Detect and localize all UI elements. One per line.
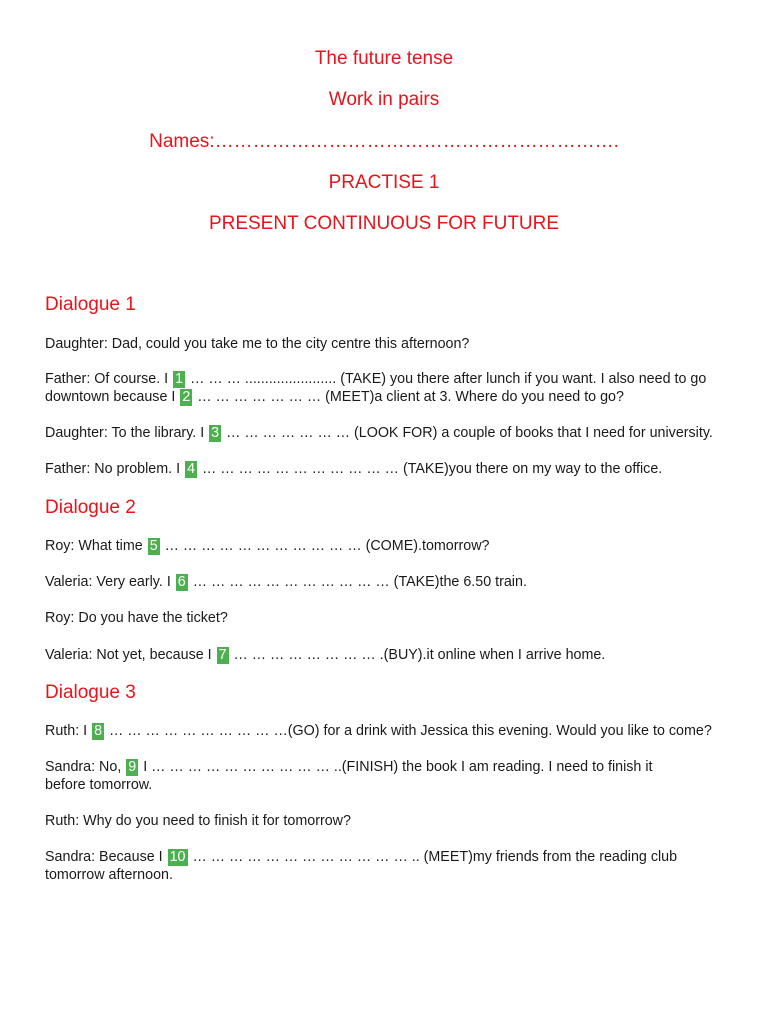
topic-heading: PRESENT CONTINUOUS FOR FUTURE [208,213,560,234]
dialogue-line [45,424,735,442]
blank-number-marker: 4 [187,461,196,477]
worksheet-subtitle: Work in pairs [328,89,440,110]
line-text: Father: No problem. I [45,461,185,477]
names-line: Names:………………………………………………………. [149,131,619,152]
blank-number-marker: 9 [128,759,137,775]
dialogue-line [45,460,735,478]
dialogue-line [45,646,735,664]
line-text: … … … … … … … … … … … (TAKE)the 6.50 train. [188,574,527,590]
line-text: … … … … … … … (LOOK FOR) a couple of books that I need for university. [222,425,713,441]
line-text: … … … ....................... (TAKE) you there after lunch if you want. I also need to go [186,371,707,387]
blank-number-marker: 7 [218,647,227,663]
dialogue-line: Ruth: Why do you need to finish it for tomorrow? [45,813,351,829]
dialogue-line-continuation [45,388,735,406]
line-text: I … … … … … … … … … … ..(FINISH) the book I am reading. I need to finish it [139,759,653,775]
dialogue-line-continuation: tomorrow afternoon. [45,867,173,883]
blank-number-marker: 3 [211,425,220,441]
blank-number-marker: 10 [169,849,186,865]
dialogue-3-heading: Dialogue 3 [45,682,136,703]
dialogue-line [45,537,735,555]
line-text: Sandra: Because I [45,849,167,865]
line-text: Roy: What time [45,538,147,554]
line-text: … … … … … … … … .(BUY).it online when I arrive home. [229,647,606,663]
line-text: … … … … … … … (MEET)a client at 3. Where do you need to go? [193,389,624,405]
blank-number-marker: 8 [94,723,103,739]
line-text: Valeria: Very early. I [45,574,175,590]
practise-heading: PRACTISE 1 [328,172,440,193]
dialogue-line [45,848,735,866]
blank-number-marker: 6 [177,574,186,590]
dialogue-line [45,758,735,776]
dialogue-line [45,722,735,740]
line-text: Father: Of course. I [45,371,173,387]
blank-number-marker: 1 [175,371,184,387]
blank-number-marker: 2 [182,389,191,405]
dialogue-line [45,370,735,388]
line-text: Ruth: I [45,723,92,739]
dialogue-2-heading: Dialogue 2 [45,497,136,518]
dialogue-line: Roy: Do you have the ticket? [45,610,228,626]
blank-number-marker: 5 [149,538,158,554]
line-text: Valeria: Not yet, because I [45,647,216,663]
line-text: Daughter: To the library. I [45,425,209,441]
line-text: … … … … … … … … … … … … .. (MEET)my friends from the reading club [188,849,678,865]
line-text: … … … … … … … … … … … (TAKE)you there on my way to the office. [198,461,663,477]
dialogue-line [45,573,735,591]
dialogue-1-heading: Dialogue 1 [45,294,136,315]
worksheet-title: The future tense [314,48,454,69]
line-text: … … … … … … … … … …(GO) for a drink with Jessica this evening. Would you like to come? [105,723,712,739]
dialogue-line: Daughter: Dad, could you take me to the city centre this afternoon? [45,336,470,352]
line-text: … … … … … … … … … … … (COME).tomorrow? [160,538,490,554]
line-text: downtown because I [45,389,180,405]
dialogue-line-continuation: before tomorrow. [45,777,153,793]
line-text: Sandra: No, [45,759,126,775]
